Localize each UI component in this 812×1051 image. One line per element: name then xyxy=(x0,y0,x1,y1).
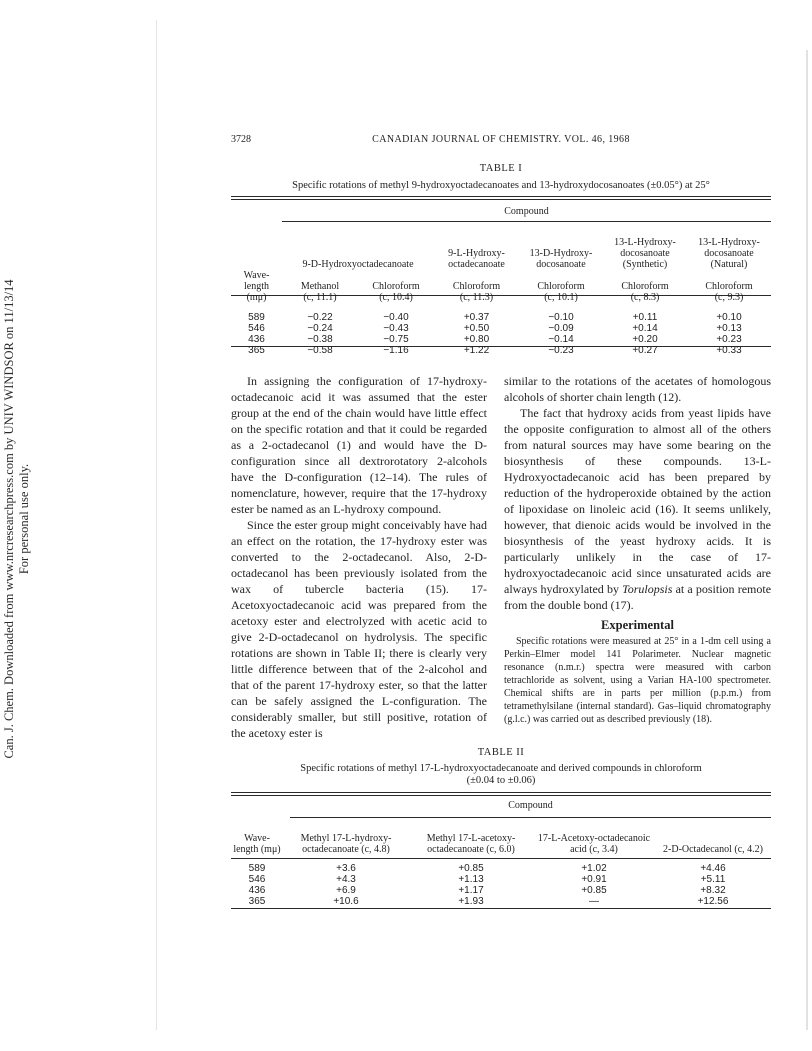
table1-solvent: Methanol (c, 11.1) xyxy=(300,281,340,303)
watermark-line-1: Can. J. Chem. Downloaded from www.nrcresearchpress.com by UNIV WINDSOR on 11/13/14 xyxy=(2,279,16,759)
table1-solvent: Chloroform (c, 11.3) xyxy=(452,281,501,303)
watermark-line-2: For personal use only. xyxy=(17,463,31,575)
table-row: 546 −0.24 −0.43 +0.50 −0.09 +0.14 +0.13 xyxy=(248,323,742,334)
table2-rule-top-2 xyxy=(231,795,771,796)
table1-rule-top xyxy=(231,196,771,197)
table1-rule-compound xyxy=(282,221,771,222)
table-row: 589 −0.22 −0.40 +0.37 −0.10 +0.11 +0.10 xyxy=(248,312,742,323)
table2-header: 2-D-Octadecanol (c, 4.2) xyxy=(663,844,763,855)
table2 xyxy=(231,822,771,907)
body-column-right xyxy=(504,373,771,726)
table1-group-13l-syn: 13-L-Hydroxy-docosanoate (Synthetic) xyxy=(614,237,676,270)
table1-group-9d: 9-D-Hydroxyoctadecanoate xyxy=(302,259,414,270)
table2-wave-label: Wave-length (mμ) xyxy=(233,833,281,855)
experimental-section xyxy=(504,635,771,726)
genus-name: Torulopsis xyxy=(622,582,673,596)
scan-edge-right xyxy=(806,50,808,1030)
table1-group-13d: 13-D-Hydroxy-docosanoate xyxy=(529,248,593,270)
scan-edge-left xyxy=(156,20,157,1030)
table-row: 546 +4.3 +1.13 +0.91 +5.11 xyxy=(248,874,726,885)
table1-wave-label: Wave-length (mμ) xyxy=(243,270,270,303)
table-row: 436 +6.9 +1.17 +0.85 +8.32 xyxy=(248,885,726,896)
table1-caption: Specific rotations of methyl 9-hydroxyoctadecanoates and 13-hydroxydocosanoates (±0.05°) at 25° xyxy=(292,180,710,191)
download-watermark xyxy=(2,219,32,819)
experimental-heading: Experimental xyxy=(601,618,674,632)
table1-compound-label: Compound xyxy=(504,206,549,217)
table2-rule-compound xyxy=(290,817,771,818)
table2-compound-label: Compound xyxy=(508,800,553,811)
table-row: 589 +3.6 +0.85 +1.02 +4.46 xyxy=(248,863,726,874)
body-column-left xyxy=(231,373,487,741)
journal-title: CANADIAN JOURNAL OF CHEMISTRY. VOL. 46, 1968 xyxy=(372,134,630,145)
paragraph: Since the ester group might conceivably have had an effect on the rotation, the 17-hydroxy ester was converted to the 2-octadecanol. Also, 2-D-octadecanol has been previously isolated from the wax of tubercle bacteria (15). 17-Acetoxyoctadecanoic acid was prepared from the acetoxy ester and electrolyzed with acetic acid to give 2-D-octadecanol on hydrolysis. The specific rotations are shown in Table II; there is clearly very little difference between that of the 2-alcohol and that of the parent 17-hydroxy ester, so that the latter can be safely assigned the L-configuration. The considerably smaller, but still positive, rotation of the acetoxy ester is xyxy=(231,518,487,740)
table2-rule-top xyxy=(231,792,771,793)
paragraph: The fact that hydroxy acids from yeast lipids have the opposite configuration to almost all of the others from natural sources may have some bearing on the biosynthesis of these compounds. 13-L-Hydroxyoctadecanoic acid has been prepared by reduction of the hydroperoxide obtained by the action of lipoxidase on linoleic acid (16). It seems unlikely, however, that dienoic acids would be involved in the biosynthesis of the yeast hydroxy acids. It is particularly unlikely in the case of 17-hydroxyoctadecanoic acid since unsaturated acids are always hydroxylated by Torulopsis at a position remote from the double bond (17). xyxy=(504,406,772,612)
table1 xyxy=(231,226,771,356)
page-number: 3728 xyxy=(231,134,251,145)
table1-rule-top-2 xyxy=(231,199,771,200)
table2-caption: Specific rotations of methyl 17-L-hydroxyoctadecanoate and derived compounds in chloroform (±0.04 to ±0.06) xyxy=(300,763,702,786)
paragraph: similar to the rotations of the acetates of homologous alcohols of shorter chain length (12). xyxy=(504,374,771,404)
table1-group-9l: 9-L-Hydroxy-octadecanoate xyxy=(448,248,505,270)
table2-title: TABLE II xyxy=(477,747,525,758)
table-row: 436 −0.38 −0.75 +0.80 −0.14 +0.20 +0.23 xyxy=(248,334,742,345)
table-row: 365 +10.6 +1.93 — +12.56 xyxy=(248,896,729,907)
table1-solvent: Chloroform (c, 10.1) xyxy=(537,281,585,303)
paragraph: In assigning the configuration of 17-hydroxy-octadecanoic acid it was assumed that the ester group at the end of the chain would have little effect on the specific rotation and that it could be regarded as a 2-octadecanol (1) and would have the D-configuration since all dextrorotatory 2-alcohols have the D-configuration (12–14). The rules of nomenclature, however, require that the 17-hydroxy ester be named as an L-hydroxy compound. xyxy=(231,374,487,516)
table2-rule-bottom xyxy=(231,908,771,909)
table2-header: Methyl 17-L-acetoxy-octadecanoate (c, 6.0) xyxy=(426,833,516,855)
table1-solvent: Chloroform (c, 8.3) xyxy=(621,281,669,303)
table-row: 365 −0.58 −1.16 +1.22 −0.23 +0.27 +0.33 xyxy=(248,345,742,356)
table1-solvent: Chloroform (c, 10.4) xyxy=(372,281,420,303)
paragraph: Specific rotations were measured at 25° in a 1-dm cell using a Perkin–Elmer model 141 Polarimeter. Nuclear magnetic resonance (n.m.r.) spectra were measured with carbon tetrachloride as solvent, using a Varian HA-100 spectrometer. Chemical shifts are in parts per million (p.p.m.) from tetramethylsilane (internal standard). Gas–liquid chromatography (g.l.c.) was carried out as described previously (18). xyxy=(504,636,771,725)
table1-group-13l-nat: 13-L-Hydroxy-docosanoate (Natural) xyxy=(698,237,760,270)
table2-header: 17-L-Acetoxy-octadecanoic acid (c, 3.4) xyxy=(537,833,651,855)
table1-title: TABLE I xyxy=(479,163,523,174)
table2-header: Methyl 17-L-hydroxy-octadecanoate (c, 4.8) xyxy=(300,833,392,855)
table1-solvent: Chloroform (c, 9.3) xyxy=(705,281,753,303)
